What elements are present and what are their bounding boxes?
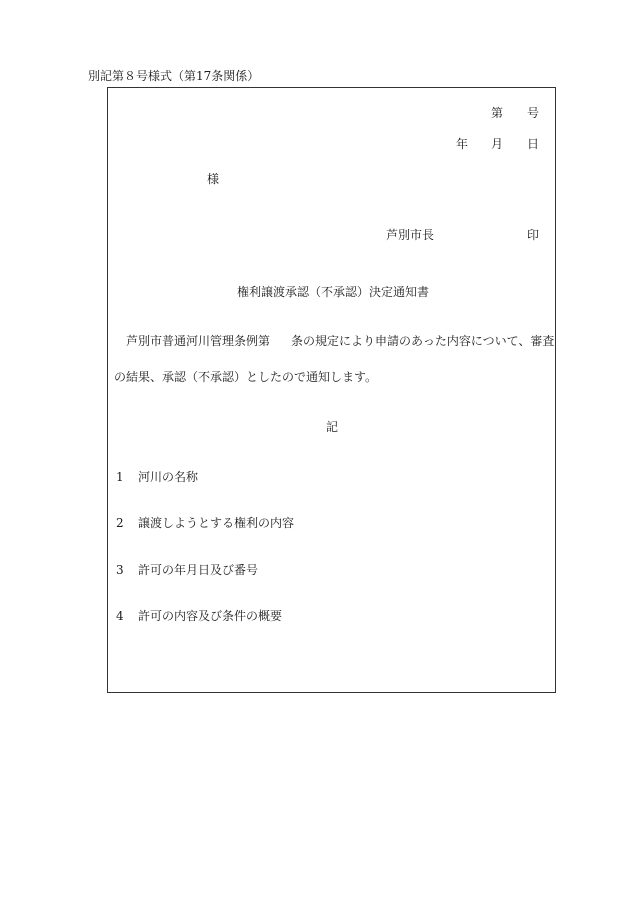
item-label: 譲渡しようとする権利の内容 — [138, 516, 295, 530]
date-day: 日 — [527, 137, 540, 151]
item-label: 許可の年月日及び番号 — [138, 563, 259, 577]
body-text-part1: 芦別市普通河川管理条例第 — [126, 334, 271, 348]
body-text-part2: 条の規定により申請のあった内容について、審査 — [291, 334, 555, 348]
seal-mark: 印 — [527, 228, 540, 242]
item-number: 1 — [116, 470, 124, 484]
item-label: 河川の名称 — [138, 470, 199, 484]
number-suffix: 号 — [527, 106, 540, 120]
document-title: 権利譲渡承認（不承認）決定通知書 — [237, 285, 430, 299]
item-label: 許可の内容及び条件の概要 — [138, 609, 283, 623]
body-text-line2: の結果、承認（不承認）としたので通知します。 — [114, 370, 378, 384]
item-number: 3 — [116, 563, 124, 577]
ki-heading: 記 — [326, 420, 339, 434]
date-month: 月 — [491, 137, 504, 151]
form-caption: 別記第８号様式（第17条関係） — [88, 69, 260, 83]
document-frame — [107, 87, 556, 693]
addressee-suffix: 様 — [207, 172, 220, 186]
item-number: 4 — [116, 609, 124, 623]
date-year: 年 — [456, 137, 469, 151]
issuer-name: 芦別市長 — [386, 228, 435, 242]
number-prefix: 第 — [491, 106, 504, 120]
item-number: 2 — [116, 516, 124, 530]
